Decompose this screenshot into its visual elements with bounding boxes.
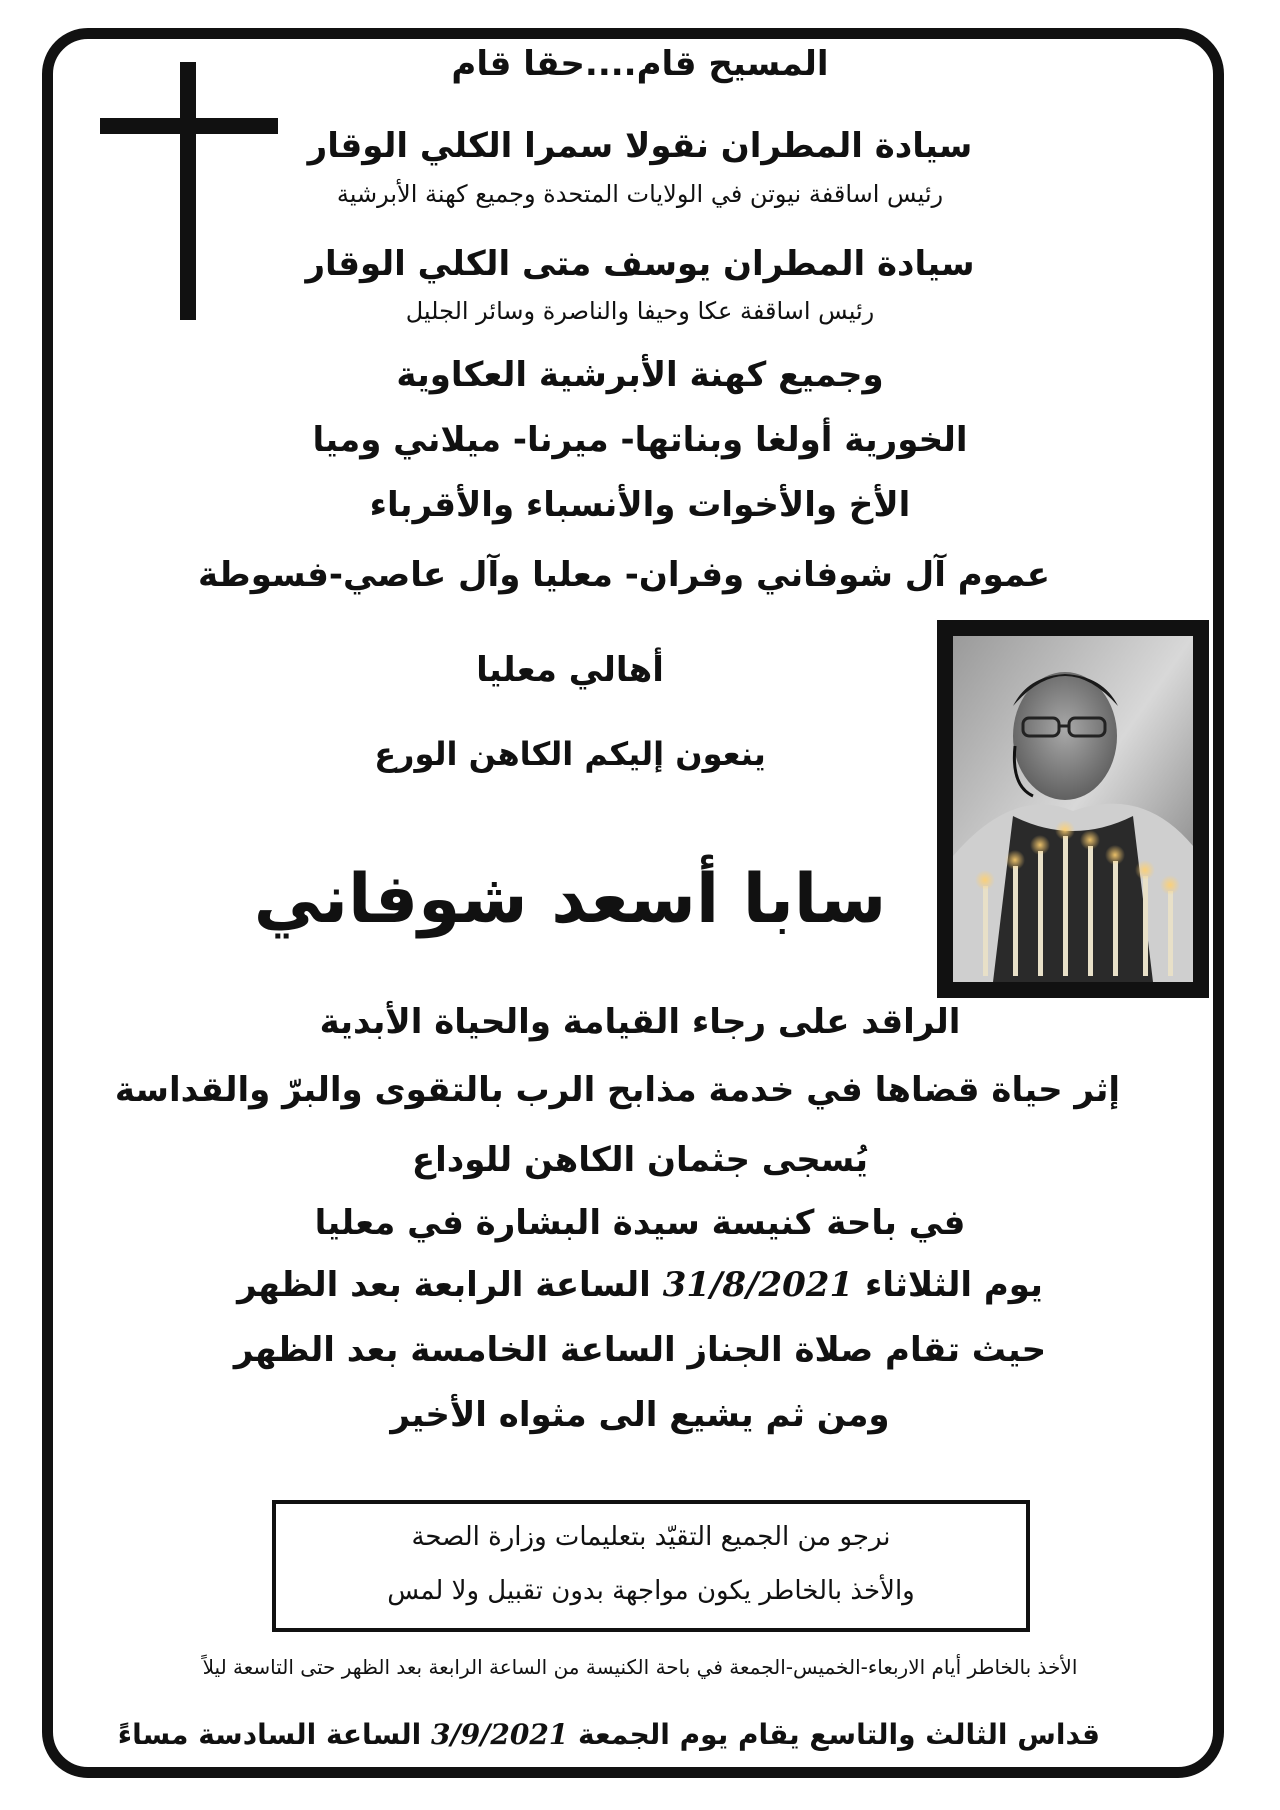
- body-line-2: إثر حياة قضاها في خدمة مذابح الرب بالتقوى والبرّ والقداسة: [114, 1070, 1120, 1110]
- body-line-1: الراقد على رجاء القيامة والحياة الأبدية: [319, 1002, 961, 1042]
- families-line-2: الخورية أولغا وبناتها- ميرنا- ميلاني وميا: [312, 420, 968, 460]
- funeral-time: الساعة الرابعة بعد الظهر: [237, 1265, 651, 1305]
- funeral-datetime: [230, 1265, 1050, 1305]
- funeral-date: 31/8/2021: [662, 1265, 854, 1305]
- body-line-4: في باحة كنيسة سيدة البشارة في معليا: [314, 1203, 966, 1243]
- mass-date: 3/9/2021: [430, 1718, 569, 1751]
- families-line-4: عموم آل شوفاني وفران- معليا وآل عاصي-فسوطة: [198, 555, 1050, 595]
- portrait-image: [953, 636, 1193, 982]
- families-line-5: أهالي معليا: [476, 650, 664, 690]
- funeral-procession: ومن ثم يشيع الى مثواه الأخير: [390, 1395, 890, 1435]
- deceased-name: سابا أسعد شوفاني: [253, 860, 887, 939]
- mourner-1-title: رئيس اساقفة نيوتن في الولايات المتحدة وجميع كهنة الأبرشية: [336, 180, 944, 208]
- memorial-mass: [117, 1718, 1100, 1751]
- health-notice-box: [272, 1500, 1030, 1632]
- mass-time: الساعة السادسة مساءً: [117, 1718, 422, 1751]
- resurrection-greeting: المسيح قام....حقا قام: [451, 44, 829, 84]
- mourner-1-name: سيادة المطران نقولا سمرا الكلي الوقار: [307, 126, 973, 166]
- mourner-2-title: رئيس اساقفة عكا وحيفا والناصرة وسائر الجليل: [405, 297, 875, 325]
- portrait-photo: [937, 620, 1209, 998]
- funeral-day: يوم الثلاثاء: [864, 1265, 1043, 1305]
- health-notice-line-2: والأخذ بالخاطر يكون مواجهة بدون تقبيل ولا لمس: [387, 1576, 915, 1606]
- announcement: ينعون إليكم الكاهن الورع: [374, 735, 766, 773]
- funeral-prayer: حيث تقام صلاة الجناز الساعة الخامسة بعد الظهر: [233, 1330, 1047, 1370]
- mass-prefix: قداس الثالث والتاسع يقام يوم الجمعة: [578, 1718, 1100, 1751]
- health-notice-line-1: نرجو من الجميع التقيّد بتعليمات وزارة الصحة: [411, 1522, 891, 1552]
- body-line-3: يُسجى جثمان الكاهن للوداع: [411, 1140, 869, 1180]
- condolences-schedule: الأخذ بالخاطر أيام الاربعاء-الخميس-الجمعة في باحة الكنيسة من الساعة الرابعة بعد الظهر حتى التاسعة ليلاً: [202, 1655, 1078, 1679]
- mourner-2-name: سيادة المطران يوسف متى الكلي الوقار: [305, 244, 975, 284]
- families-line-3: الأخ والأخوات والأنسباء والأقرباء: [369, 485, 911, 525]
- families-line-1: وجميع كهنة الأبرشية العكاوية: [396, 355, 884, 395]
